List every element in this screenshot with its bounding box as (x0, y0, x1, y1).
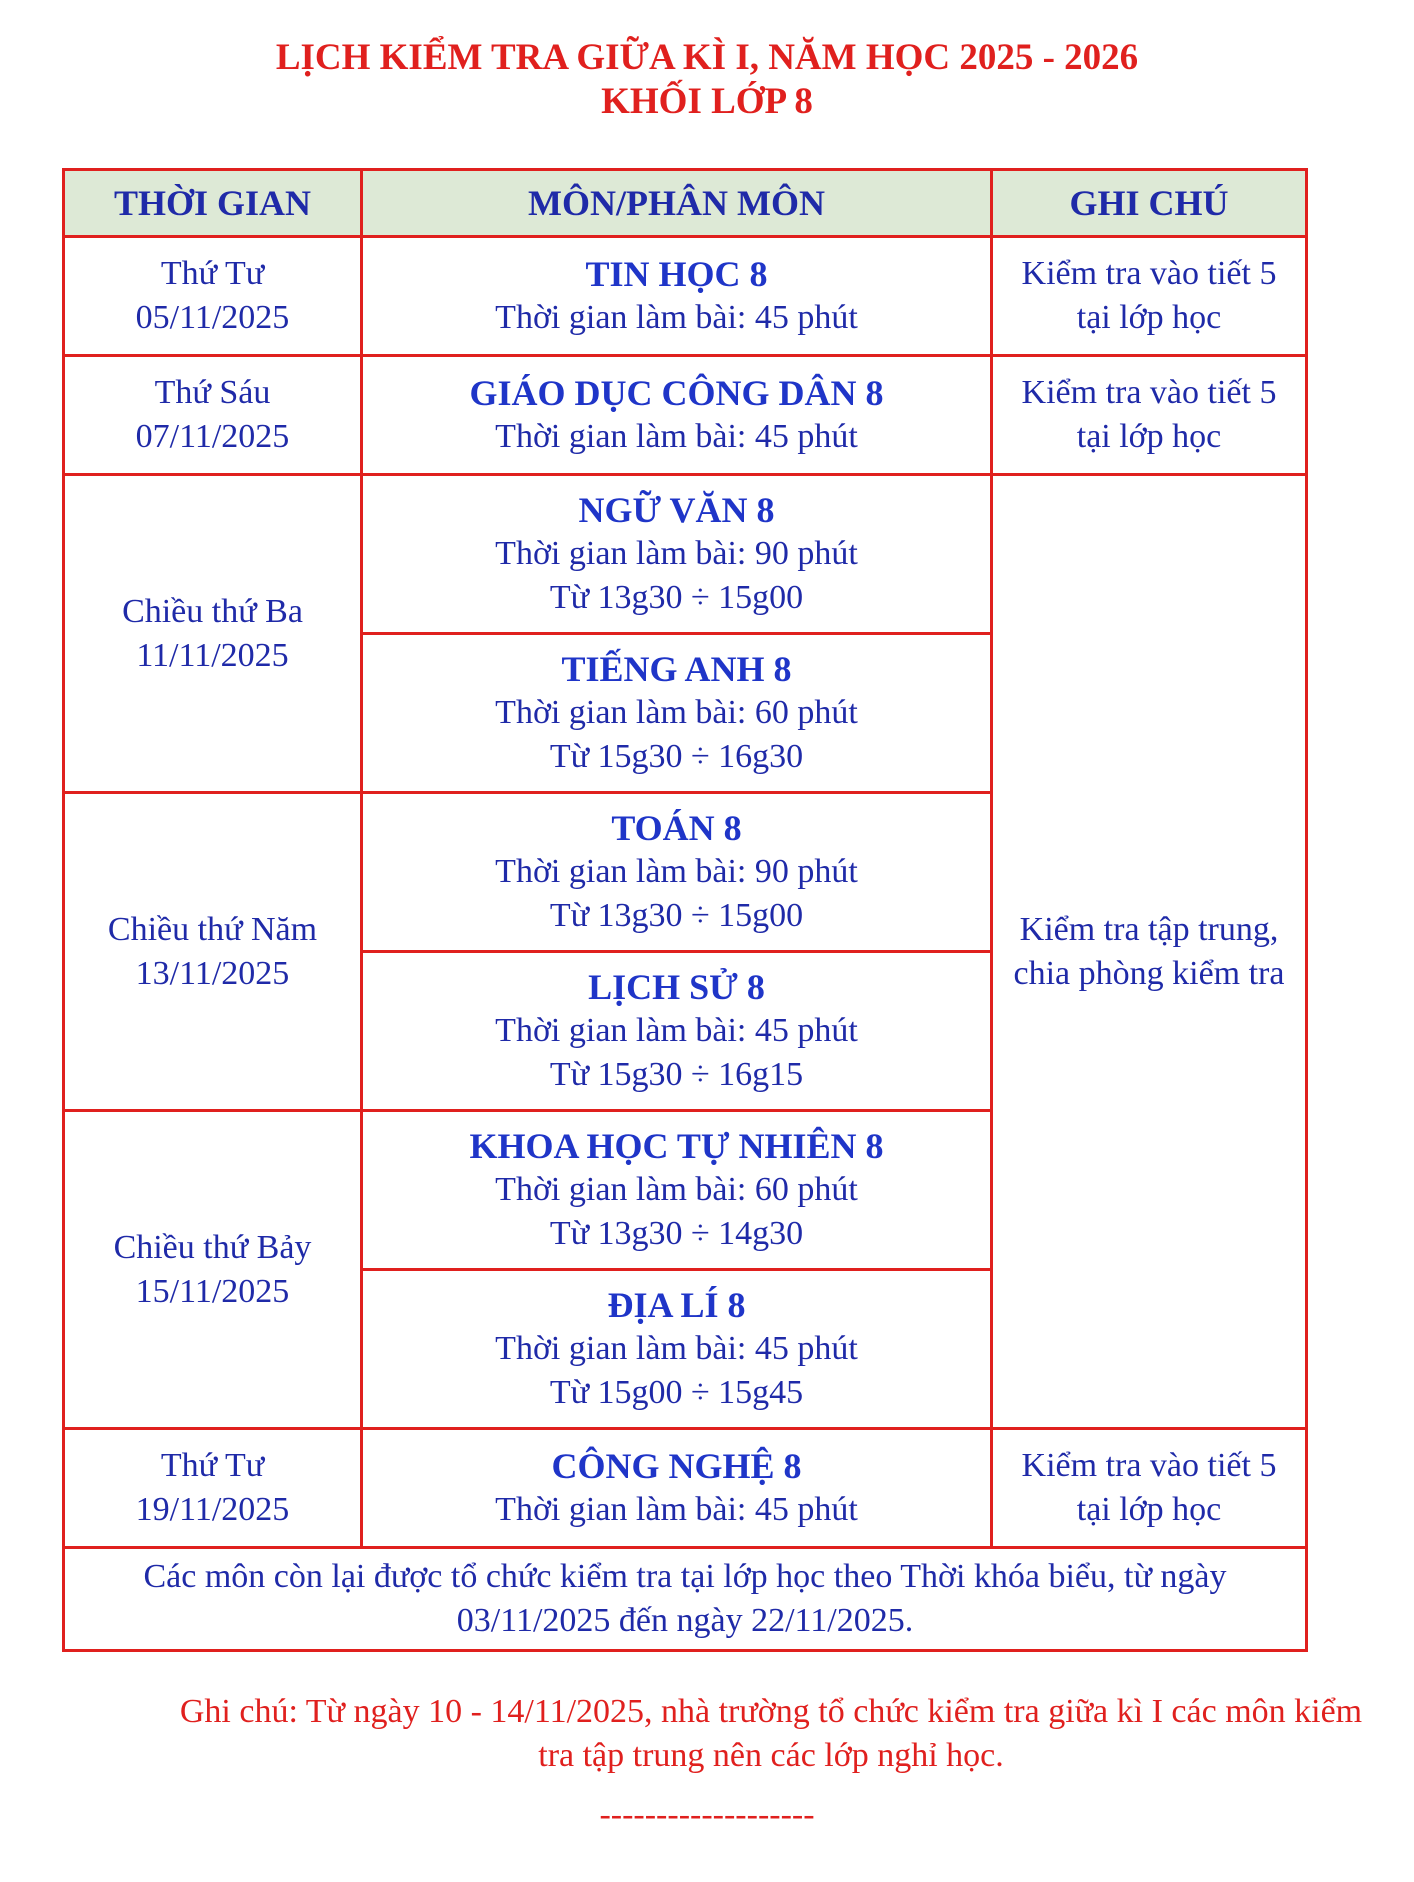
subject-time: Từ 13g30 ÷ 15g00 (549, 579, 804, 616)
subject-cell (362, 356, 992, 475)
day-label: Chiều thứ Năm (107, 910, 318, 948)
subject-duration: Thời gian làm bài: 90 phút (495, 853, 858, 890)
subject-name: GIÁO DỤC CÔNG DÂN 8 (469, 373, 884, 413)
day-label: Thứ Tư (160, 1447, 265, 1484)
day-date: 07/11/2025 (135, 418, 290, 455)
subject-name: TIN HỌC 8 (585, 254, 768, 294)
header-subject: MÔN/PHÂN MÔN (362, 170, 992, 237)
exam-schedule-table (62, 168, 1308, 1652)
day-label: Thứ Sáu (154, 374, 271, 411)
subject-cell (362, 793, 992, 952)
day-date: 19/11/2025 (135, 1491, 290, 1528)
subject-name: ĐỊA LÍ 8 (607, 1285, 746, 1325)
subject-cell (362, 634, 992, 793)
day-label: Thứ Tư (160, 255, 265, 292)
subject-name: KHOA HỌC TỰ NHIÊN 8 (469, 1126, 884, 1166)
subject-time: Từ 13g30 ÷ 15g00 (549, 897, 804, 934)
subject-duration: Thời gian làm bài: 45 phút (495, 299, 858, 336)
day-date: 13/11/2025 (135, 954, 290, 992)
subject-cell (362, 952, 992, 1111)
subject-name: TIẾNG ANH 8 (561, 649, 792, 689)
day-cell (64, 1429, 362, 1548)
subject-duration: Thời gian làm bài: 45 phút (495, 1012, 858, 1049)
subject-duration: Thời gian làm bài: 45 phút (495, 418, 858, 455)
subject-duration: Thời gian làm bài: 45 phút (495, 1491, 858, 1528)
subject-cell (362, 1429, 992, 1548)
note-cell: Kiểm tra vào tiết 5 tại lớp học (992, 237, 1307, 356)
note-cell: Kiểm tra vào tiết 5 tại lớp học (992, 356, 1307, 475)
day-cell (64, 793, 362, 1111)
table-row (64, 1429, 1307, 1548)
subject-time: Từ 15g00 ÷ 15g45 (549, 1374, 804, 1411)
subject-duration: Thời gian làm bài: 45 phút (495, 1330, 858, 1367)
subject-time: Từ 15g30 ÷ 16g15 (549, 1056, 804, 1093)
header-row (64, 170, 1307, 237)
day-date: 15/11/2025 (135, 1272, 290, 1310)
subject-time: Từ 15g30 ÷ 16g30 (549, 738, 804, 775)
day-date: 11/11/2025 (136, 636, 289, 674)
subject-duration: Thời gian làm bài: 60 phút (495, 1171, 858, 1208)
document-subtitle: KHỐI LỚP 8 (601, 81, 813, 122)
day-label: Chiều thứ Bảy (113, 1228, 312, 1266)
subject-duration: Thời gian làm bài: 60 phút (495, 694, 858, 731)
subject-cell (362, 237, 992, 356)
day-cell (64, 1111, 362, 1429)
subject-name: TOÁN 8 (611, 808, 742, 848)
table-row (64, 475, 1307, 634)
day-cell (64, 475, 362, 793)
note-cell: Kiểm tra vào tiết 5 tại lớp học (992, 1429, 1307, 1548)
subject-cell (362, 1270, 992, 1429)
subject-cell (362, 1111, 992, 1270)
table-row (64, 356, 1307, 475)
subject-time: Từ 13g30 ÷ 14g30 (549, 1215, 804, 1252)
subject-name: CÔNG NGHỆ 8 (551, 1446, 802, 1486)
separator-line: ------------------- (599, 1796, 815, 1833)
subject-name: LỊCH SỬ 8 (588, 967, 765, 1007)
note-cell-central: Kiểm tra tập trung, chia phòng kiểm tra (992, 475, 1307, 1429)
subject-name: NGỮ VĂN 8 (578, 490, 775, 530)
footnote: Ghi chú: Từ ngày 10 - 14/11/2025, nhà trường tổ chức kiểm tra giữa kì I các môn kiểm tra tập trung nên các lớp nghỉ học. (179, 1693, 1363, 1774)
header-note: GHI CHÚ (992, 170, 1307, 237)
subject-duration: Thời gian làm bài: 90 phút (495, 535, 858, 572)
day-cell (64, 237, 362, 356)
document-title: LỊCH KIỂM TRA GIỮA KÌ I, NĂM HỌC 2025 - 2026 (275, 37, 1139, 78)
day-cell (64, 356, 362, 475)
header-time: THỜI GIAN (64, 170, 362, 237)
table-footer-row (64, 1548, 1307, 1651)
day-label: Chiều thứ Ba (122, 592, 303, 630)
day-date: 05/11/2025 (135, 299, 290, 336)
table-row (64, 237, 1307, 356)
table-footer: Các môn còn lại được tổ chức kiểm tra tại lớp học theo Thời khóa biểu, từ ngày 03/11/2025 đến ngày 22/11/2025. (64, 1548, 1307, 1651)
subject-cell (362, 475, 992, 634)
